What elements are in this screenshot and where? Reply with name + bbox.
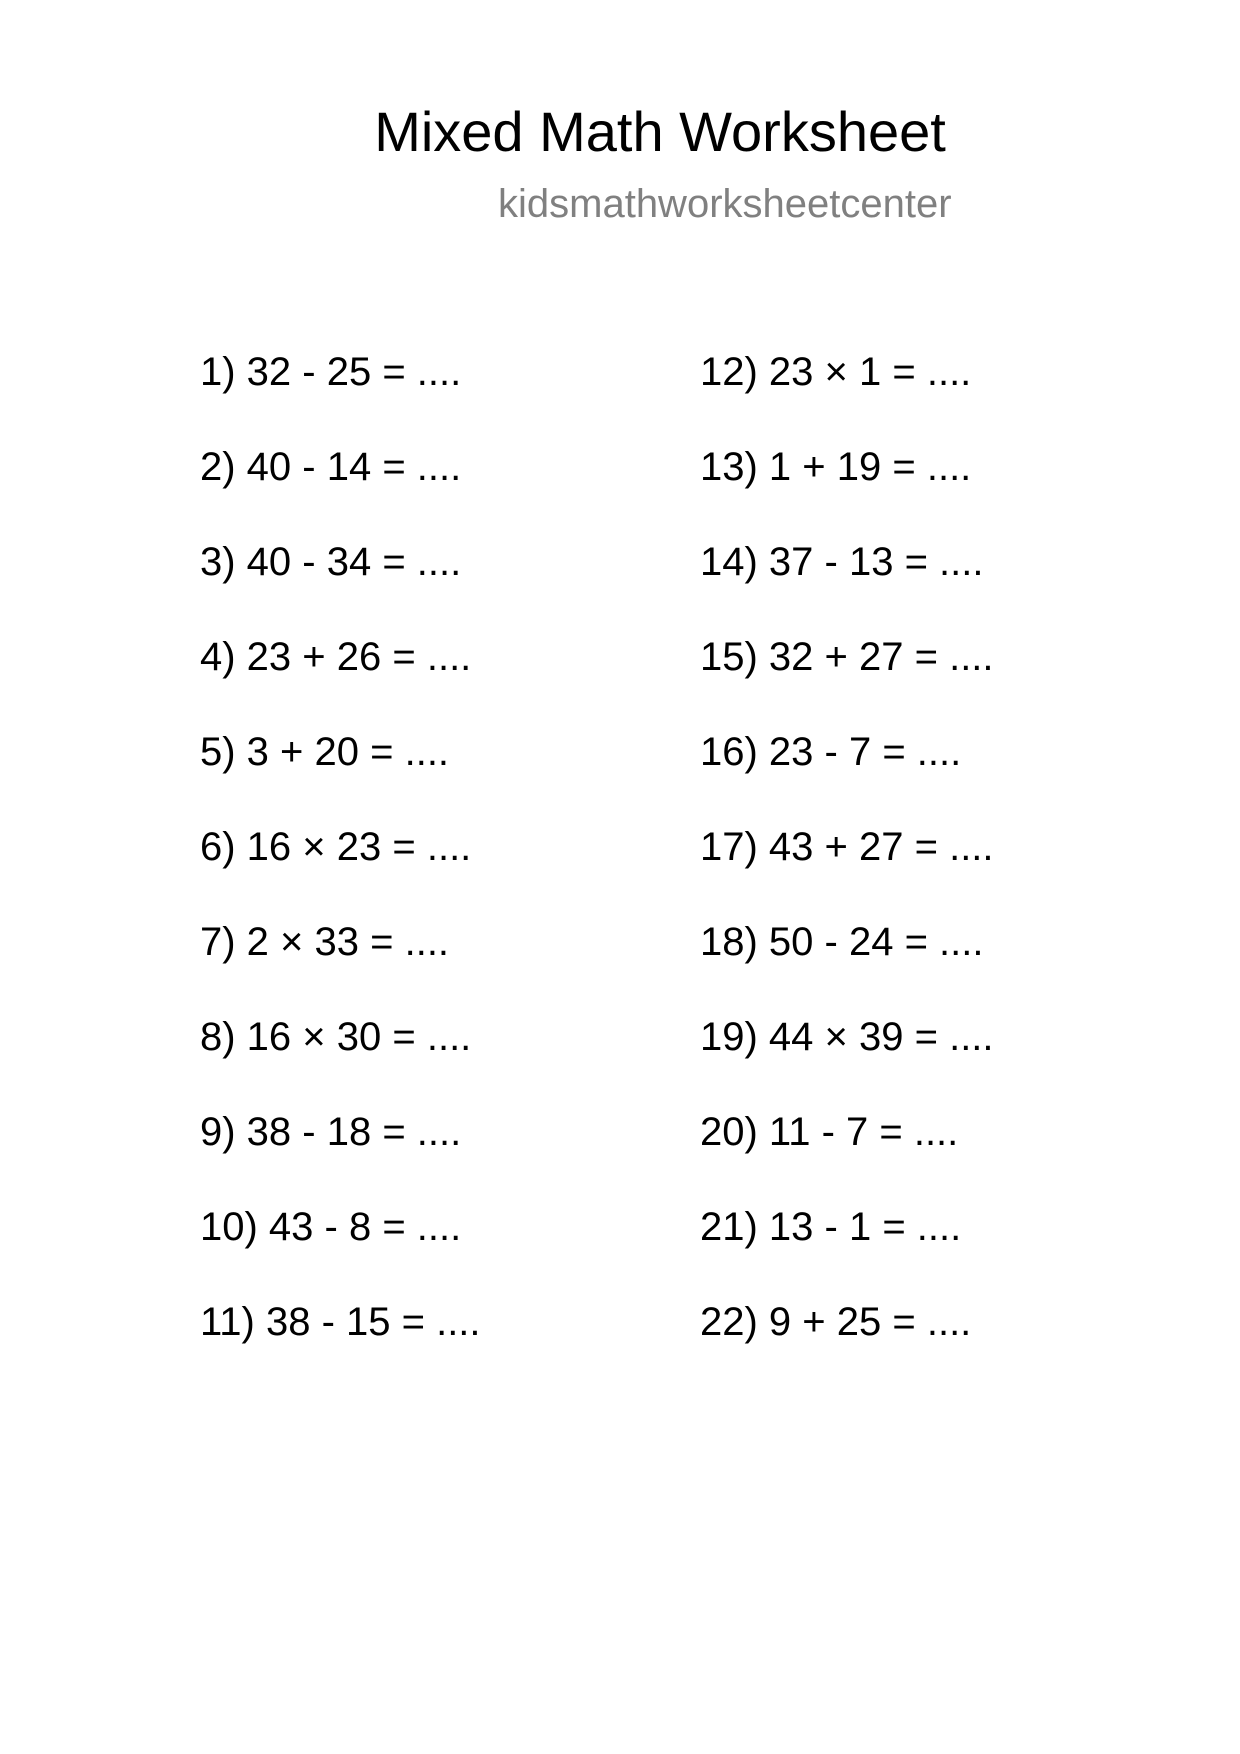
worksheet-subtitle: kidsmathworksheetcenter <box>498 182 952 226</box>
problem-21: 21) 13 - 1 = .... <box>700 1205 962 1249</box>
problem-5: 5) 3 + 20 = .... <box>200 730 450 774</box>
problem-3: 3) 40 - 34 = .... <box>200 540 462 584</box>
problem-7: 7) 2 × 33 = .... <box>200 920 450 964</box>
problem-16: 16) 23 - 7 = .... <box>700 730 962 774</box>
problem-12: 12) 23 × 1 = .... <box>700 350 972 394</box>
problem-10: 10) 43 - 8 = .... <box>200 1205 462 1249</box>
problem-column-left <box>200 348 481 1393</box>
problem-9: 9) 38 - 18 = .... <box>200 1110 462 1154</box>
problem-15: 15) 32 + 27 = .... <box>700 635 994 679</box>
problem-4: 4) 23 + 26 = .... <box>200 635 472 679</box>
problem-17: 17) 43 + 27 = .... <box>700 825 994 869</box>
problem-8: 8) 16 × 30 = .... <box>200 1015 472 1059</box>
problem-6: 6) 16 × 23 = .... <box>200 825 472 869</box>
problem-2: 2) 40 - 14 = .... <box>200 445 462 489</box>
problem-11: 11) 38 - 15 = .... <box>200 1300 481 1344</box>
problem-column-right <box>700 348 994 1393</box>
problem-19: 19) 44 × 39 = .... <box>700 1015 994 1059</box>
problem-18: 18) 50 - 24 = .... <box>700 920 984 964</box>
worksheet-title: Mixed Math Worksheet <box>374 100 946 163</box>
problem-13: 13) 1 + 19 = .... <box>700 445 972 489</box>
problem-14: 14) 37 - 13 = .... <box>700 540 984 584</box>
problem-1: 1) 32 - 25 = .... <box>200 350 462 394</box>
problem-20: 20) 11 - 7 = .... <box>700 1110 959 1154</box>
problem-22: 22) 9 + 25 = .... <box>700 1300 972 1344</box>
